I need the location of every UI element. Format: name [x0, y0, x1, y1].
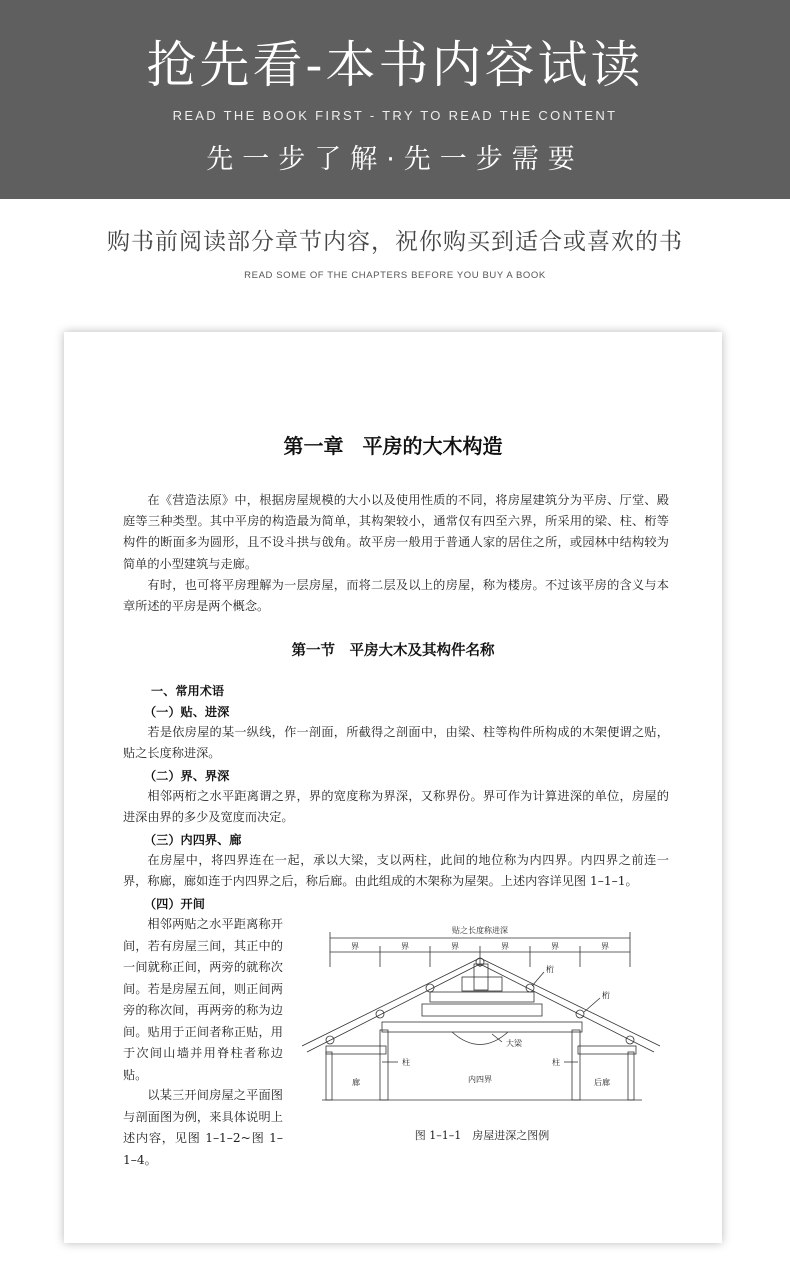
paragraph-1: 在《营造法原》中，根据房屋规模的大小以及使用性质的不同，将房屋建筑分为平房、厅堂、殿庭等三种类型。其中平房的构造最为简单，其构架较小，通常仅有四至六界，所采用的梁、柱、桁等构件的断面多为圆形，且不设斗拱与戗角。故平房一般用于普通人家的居住之所，或园林中结构较为简单的小型建筑与走廊。	[123, 493, 669, 571]
heading-tie: （一）贴、进深	[144, 705, 230, 719]
purlin-label-2: 桁	[602, 991, 610, 1000]
column-label-2: 柱	[552, 1058, 560, 1067]
paragraph-tie: 若是依房屋的某一纵线，作一剖面，所截得之剖面中，由梁、柱等构件所构成的木架便谓之贴，贴之长度称进深。	[123, 725, 669, 761]
inner-four-jie-label: 内四界	[468, 1075, 492, 1084]
banner-title: 抢先看-本书内容试读	[146, 36, 644, 94]
heading-jie: （二）界、界深	[144, 769, 230, 783]
paragraph-kaijian: 相邻两贴之水平距离称开间，若有房屋三间，其正中的一间就称正间，两旁的就称次间。若是房屋五间，则正间两旁的称次间，再两旁的称为边间。贴用于正间者称正贴，用于次间山墙并用脊柱者称边贴。	[123, 917, 283, 1082]
paragraph-example: 以某三开间房屋之平面图与剖面图为例，来具体说明上述内容，见图 1–1–2~图 1–1–4。	[123, 1088, 283, 1167]
paragraph-neisijie: 在房屋中，将四界连在一起，承以大梁，支以两柱，此间的地位称为内四界。内四界之前连一界，称廊，廊如连于内四界之后，称后廊。由此组成的木架称为屋架。上述内容详见图 1–1–1。	[123, 853, 669, 889]
jie-label-6: 界	[601, 942, 609, 951]
jie-label-3: 界	[451, 942, 459, 951]
intro-line: 购书前阅读部分章节内容，祝你购买到适合或喜欢的书	[107, 229, 683, 255]
jie-label-4: 界	[501, 942, 509, 951]
front-corridor-label: 廊	[352, 1078, 360, 1087]
rear-corridor-label: 后廊	[594, 1078, 610, 1087]
book-page	[64, 332, 722, 1243]
roof-section-figure	[302, 922, 662, 1122]
intro-line-en: READ SOME OF THE CHAPTERS BEFORE YOU BUY A BOOK	[244, 270, 546, 281]
heading-kaijian: （四）开间	[144, 897, 205, 911]
paragraph-2: 有时，也可将平房理解为一层房屋，而将二层及以上的房屋，称为楼房。不过该平房的含义与本章所述的平房是两个概念。	[123, 578, 669, 614]
paragraph-jie: 相邻两桁之水平距离谓之界，界的宽度称为界深，又称界份。界可作为计算进深的单位，房屋的进深由界的多少及宽度而决定。	[123, 789, 669, 825]
main-beam-label: 大梁	[506, 1039, 522, 1048]
chapter-title	[64, 430, 722, 459]
figure-caption: 图 1–1–1 房屋进深之图例	[414, 1129, 550, 1142]
jie-label-1: 界	[351, 942, 359, 951]
column-label-1: 柱	[402, 1058, 410, 1067]
banner-slogan: 先一步了解·先一步需要	[206, 144, 584, 175]
purlin-label-1: 桁	[546, 965, 554, 974]
header-banner	[0, 0, 790, 199]
chapter-name: 平房的大木构造	[362, 434, 503, 458]
section-title: 第一节 平房大木及其构件名称	[291, 643, 495, 659]
heading-terms: 一、常用术语	[151, 684, 225, 698]
dimension-label: 贴之长度称进深	[452, 926, 508, 935]
jie-label-2: 界	[401, 942, 409, 951]
chapter-number: 第一章	[283, 434, 344, 458]
heading-neisijie: （三）内四界、廊	[144, 833, 242, 847]
jie-label-5: 界	[551, 942, 559, 951]
banner-subtitle-en: READ THE BOOK FIRST - TRY TO READ THE CONTENT	[172, 108, 618, 123]
